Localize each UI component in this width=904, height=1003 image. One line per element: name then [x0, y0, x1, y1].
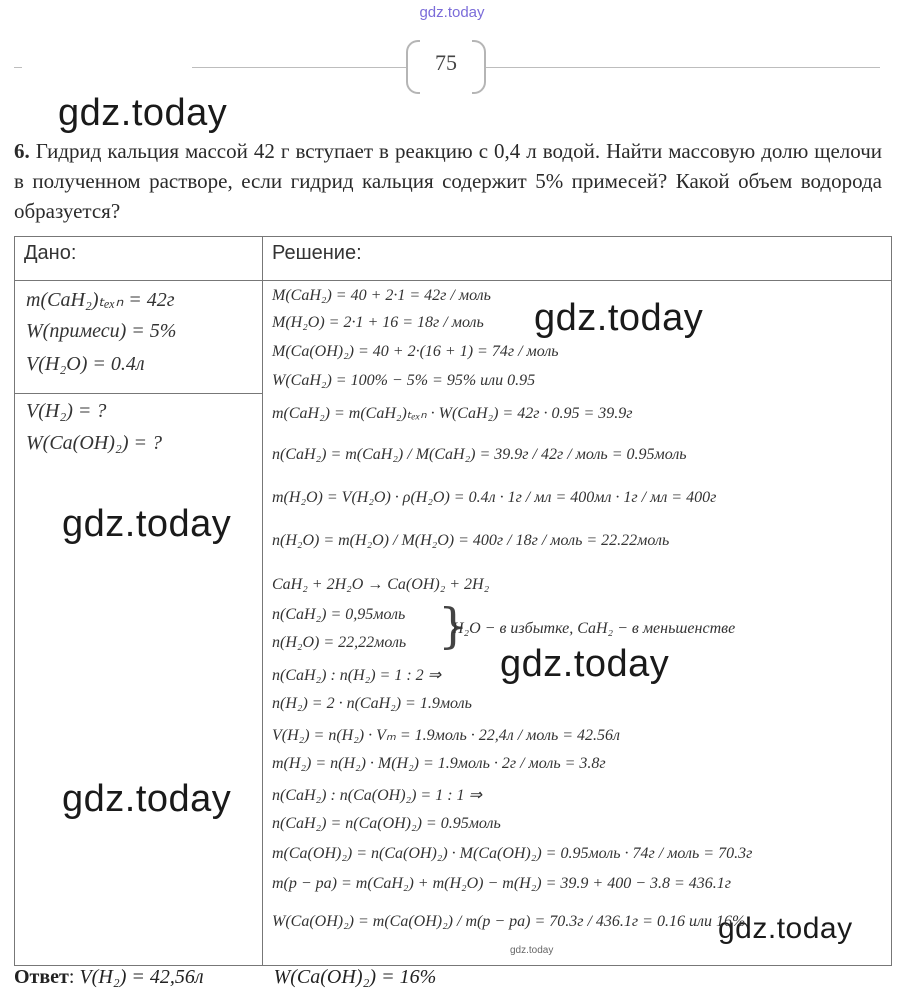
- find-line: V(H₂) = ?: [26, 400, 107, 422]
- problem-number: 6.: [14, 139, 30, 163]
- given-line: W(примеси) = 5%: [26, 320, 177, 342]
- solution-line: n(H₂O) = 22,22моль: [272, 634, 407, 651]
- solution-line: m(CaH₂) = m(CaH₂)ₜₑₓₙ · W(CaH₂) = 42г · 0.95 = 39.9г: [272, 405, 633, 422]
- answer: [14, 966, 436, 989]
- brace: }: [438, 598, 469, 654]
- solution-header: Решение:: [272, 242, 362, 264]
- header-rule-left: [192, 67, 406, 68]
- solution-line: n(CaH₂) = m(CaH₂) / M(CaH₂) = 39.9г / 42г / моль = 0.95моль: [272, 446, 687, 463]
- watermark: gdz.today: [62, 778, 232, 820]
- solution-line: m(H₂) = n(H₂) · M(H₂) = 1.9моль · 2г / моль = 3.8г: [272, 755, 606, 772]
- solution-line: W(CaH₂) = 100% − 5% = 95% или 0.95: [272, 372, 536, 389]
- watermark: gdz.today: [58, 92, 228, 134]
- solution-line: n(H₂) = 2 · n(CaH₂) = 1.9моль: [272, 695, 472, 712]
- answer-label: Ответ: [14, 966, 69, 988]
- watermark: gdz.today: [534, 297, 704, 339]
- given-header: Дано:: [24, 242, 77, 264]
- solution-line: m(H₂O) = V(H₂O) · ρ(H₂O) = 0.4л · 1г / мл = 400мл · 1г / мл = 400г: [272, 489, 717, 506]
- watermark: gdz.today: [500, 643, 670, 685]
- solution-line: m(p − pa) = m(CaH₂) + m(H₂O) − m(H₂) = 39.9 + 400 − 3.8 = 436.1г: [272, 875, 732, 892]
- problem-statement: [14, 136, 882, 226]
- problem-text: Гидрид кальция массой 42 г вступает в реакцию с 0,4 л водой. Найти массовую долю щелочи в полученном растворе, если гидрид кальция содержит 5% примесей? Какой объем водорода образуется?: [14, 139, 882, 223]
- solution-line: V(H₂) = n(H₂) · Vₘ = 1.9моль · 22,4л / моль = 42.56л: [272, 727, 620, 744]
- given-line: V(H₂O) = 0.4л: [26, 353, 145, 375]
- answer-mass-fraction: W(Ca(OH)₂) = 16%: [273, 966, 437, 988]
- solution-line: M(H₂O) = 2·1 + 16 = 18г / моль: [272, 314, 484, 331]
- page-number: 75: [435, 50, 457, 75]
- answer-volume: V(H₂) = 42,56л: [79, 966, 204, 988]
- header-rule-left-stub: [14, 67, 22, 68]
- solution-line: n(CaH₂) = n(Ca(OH)₂) = 0.95моль: [272, 815, 501, 832]
- page-number-frame: [406, 40, 486, 92]
- solution-line: n(CaH₂) : n(H₂) = 1 : 2 ⇒: [272, 667, 442, 684]
- solution-line: n(CaH₂) : n(Ca(OH)₂) = 1 : 1 ⇒: [272, 787, 482, 804]
- watermark: gdz.today: [718, 912, 853, 945]
- solution-line: m(Ca(OH)₂) = n(Ca(OH)₂) · M(Ca(OH)₂) = 0.95моль · 74г / моль = 70.3г: [272, 845, 753, 862]
- header-rule-right: [486, 67, 880, 68]
- solution-line: n(CaH₂) = 0,95моль: [272, 606, 406, 623]
- solution-line: CaH₂ + 2H₂O → Ca(OH)₂ + 2H₂: [272, 576, 490, 593]
- table-divider-given: [14, 393, 262, 394]
- solution-line: M(Ca(OH)₂) = 40 + 2·(16 + 1) = 74г / моль: [272, 343, 559, 360]
- watermark: gdz.today: [62, 503, 232, 545]
- table-divider-header: [14, 280, 892, 281]
- find-line: W(Ca(OH)₂) = ?: [26, 432, 162, 454]
- watermark-small: gdz.today: [510, 945, 554, 956]
- table-divider-vertical: [262, 236, 263, 966]
- solution-line: n(H₂O) = m(H₂O) / M(H₂O) = 400г / 18г / моль = 22.22моль: [272, 532, 670, 549]
- solution-line: W(Ca(OH)₂) = m(Ca(OH)₂) / m(p − pa) = 70.3г / 436.1г = 0.16 или 16%: [272, 913, 746, 930]
- answer-colon: :: [68, 966, 80, 988]
- given-line: m(CaH₂)ₜₑₓₙ = 42г: [26, 289, 175, 311]
- solution-line: M(CaH₂) = 40 + 2·1 = 42г / моль: [272, 287, 491, 304]
- watermark-top: gdz.today: [419, 4, 485, 21]
- solution-line: H₂O − в избытке, CaH₂ − в меньшенстве: [452, 620, 736, 637]
